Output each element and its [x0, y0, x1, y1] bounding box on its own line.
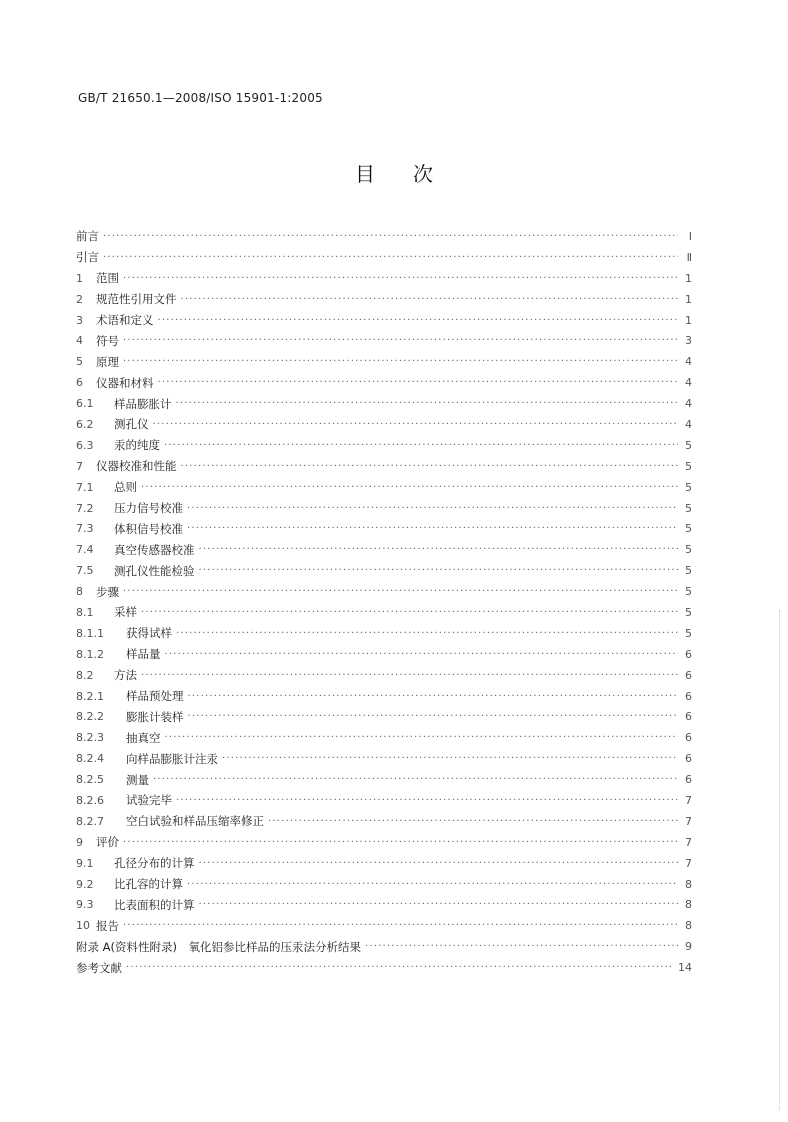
toc-entry-title: 比孔容的计算 [114, 877, 183, 892]
toc-entry-number: 9.3 [76, 898, 94, 912]
toc-entry-title: 体积信号校准 [114, 521, 183, 536]
toc-entry[interactable] [76, 623, 692, 644]
toc-leader-dots [153, 419, 679, 430]
toc-entry-number: 8.2.1 [76, 689, 104, 703]
toc-entry-number: 5 [76, 355, 83, 369]
toc-entry-number: 6.1 [76, 397, 94, 411]
toc-entry[interactable] [76, 874, 692, 895]
toc-leader-dots [222, 753, 678, 764]
toc-leader-dots [365, 941, 678, 952]
toc-entry-number: 8.2.2 [76, 710, 104, 724]
toc-entry-title: 试验完毕 [126, 793, 172, 808]
toc-leader-dots [268, 816, 678, 827]
toc-entry-title: 测孔仪 [114, 417, 149, 432]
toc-entry-page: 6 [685, 773, 692, 787]
toc-entry[interactable] [76, 330, 692, 351]
toc-leader-dots [164, 440, 678, 451]
toc-entry-number: 6 [76, 376, 83, 390]
toc-entry-title: 报告 [96, 918, 119, 933]
toc-entry-title: 抽真空 [126, 730, 161, 745]
toc-entry-number: 6.2 [76, 417, 94, 431]
toc-leader-dots [123, 837, 678, 848]
toc-entry-page: 6 [685, 710, 692, 724]
toc-leader-dots [188, 691, 679, 702]
toc-entry-page: 5 [685, 585, 692, 599]
toc-leader-dots [158, 315, 679, 326]
toc-entry[interactable] [76, 498, 692, 519]
toc-entry-title: 符号 [96, 333, 119, 348]
toc-entry-page: Ⅱ [686, 250, 692, 264]
toc-entry-title: 比表面积的计算 [114, 897, 195, 912]
toc-leader-dots [176, 795, 678, 806]
toc-entry[interactable] [76, 477, 692, 498]
toc-leader-dots [141, 482, 678, 493]
toc-entry[interactable] [76, 351, 692, 372]
toc-entry-title: 前言 [76, 229, 99, 244]
toc-entry-title: 汞的纯度 [114, 438, 160, 453]
toc-entry-title: 参考文献 [76, 960, 122, 975]
toc-entry-title: 孔径分布的计算 [114, 856, 195, 871]
toc-entry-page: 8 [685, 877, 692, 891]
toc-entry[interactable] [76, 748, 692, 769]
toc-entry-title: 步骤 [96, 584, 119, 599]
toc-entry[interactable] [76, 539, 692, 560]
toc-entry-number: 7.2 [76, 501, 94, 515]
toc-entry-page: 4 [685, 397, 692, 411]
toc-entry-title: 附录 A(资料性附录) 氧化铝参比样品的压汞法分析结果 [76, 939, 361, 954]
toc-entry-title: 术语和定义 [96, 313, 154, 327]
toc-entry[interactable] [76, 247, 692, 268]
toc-entry-number: 8.2.3 [76, 731, 104, 745]
toc-entry-page: 6 [685, 668, 692, 682]
toc-entry-number: 7.3 [76, 522, 94, 536]
toc-entry[interactable] [76, 811, 692, 832]
toc-leader-dots [176, 628, 678, 639]
toc-entry-page: 5 [685, 543, 692, 557]
toc-leader-dots [176, 398, 679, 409]
toc-entry[interactable] [76, 665, 692, 686]
toc-entry-page: 5 [685, 459, 692, 473]
scan-edge-artifact [778, 610, 780, 1110]
toc-entry-page: Ⅰ [688, 229, 692, 243]
toc-entry-number: 7.1 [76, 480, 94, 494]
toc-entry[interactable] [76, 456, 692, 477]
toc-entry-number: 8.2.6 [76, 793, 104, 807]
toc-leader-dots [141, 607, 678, 618]
toc-entry-page: 6 [685, 731, 692, 745]
toc-entry-title: 引言 [76, 250, 99, 265]
toc-entry[interactable] [76, 435, 692, 456]
toc-entry[interactable] [76, 268, 692, 289]
toc-leader-dots [199, 565, 679, 576]
toc-entry-number: 8.1.2 [76, 647, 104, 661]
toc-entry-references[interactable] [76, 957, 692, 978]
toc-entry-page: 6 [685, 647, 692, 661]
toc-entry-number: 7.5 [76, 564, 94, 578]
toc-entry-number: 8.1 [76, 605, 94, 619]
toc-entry-page: 7 [685, 793, 692, 807]
toc-leader-dots [141, 670, 678, 681]
toc-entry-title: 测量 [126, 772, 149, 787]
toc-entry-title: 规范性引用文件 [96, 292, 177, 307]
toc-leader-dots [199, 899, 679, 910]
toc-entry-page: 8 [685, 898, 692, 912]
toc-entry-page: 8 [685, 919, 692, 933]
toc-leader-dots [123, 920, 678, 931]
toc-entry-page: 5 [685, 480, 692, 494]
toc-leader-dots [123, 335, 678, 346]
toc-leader-dots [181, 294, 679, 305]
toc-entry[interactable] [76, 853, 692, 874]
toc-entry-number: 8 [76, 585, 83, 599]
toc-entry-title: 样品预处理 [126, 689, 184, 704]
toc-entry-number: 6.3 [76, 438, 94, 452]
toc-entry-page: 1 [685, 313, 692, 327]
toc-entry-title: 总则 [114, 480, 137, 495]
toc-leader-dots [181, 461, 679, 472]
toc-entry-number: 8.2.5 [76, 773, 104, 787]
toc-entry-page: 5 [685, 605, 692, 619]
toc-entry-title: 压力信号校准 [114, 501, 183, 516]
toc-entry-page: 1 [685, 292, 692, 306]
toc-entry-title: 膨胀计装样 [126, 709, 184, 724]
toc-leader-dots [103, 231, 678, 242]
toc-entry[interactable] [76, 790, 692, 811]
toc-entry[interactable] [76, 226, 692, 247]
standard-code: GB/T 21650.1—2008/ISO 15901-1:2005 [78, 91, 323, 105]
toc-entry[interactable] [76, 518, 692, 539]
toc-entry-title: 样品量 [126, 647, 161, 662]
toc-entry[interactable] [76, 310, 692, 331]
toc-entry-title: 采样 [114, 605, 137, 620]
toc-entry-title: 仪器校准和性能 [96, 459, 177, 474]
toc-entry-page: 5 [685, 522, 692, 536]
toc-entry-number: 1 [76, 271, 83, 285]
toc-entry-number: 2 [76, 292, 83, 306]
toc-entry-page: 4 [685, 376, 692, 390]
toc-leader-dots [126, 962, 674, 973]
toc-entry-page: 4 [685, 355, 692, 369]
toc-entry-number: 7 [76, 459, 83, 473]
toc-entry-page: 3 [685, 334, 692, 348]
toc-entry-page: 14 [678, 961, 692, 975]
toc-entry-title: 空白试验和样品压缩率修正 [126, 814, 264, 829]
toc-entry-title: 范围 [96, 271, 119, 286]
toc-entry-title: 评价 [96, 835, 119, 850]
toc-leader-dots [187, 879, 678, 890]
table-of-contents [76, 226, 692, 978]
toc-entry-page: 4 [685, 417, 692, 431]
toc-entry[interactable] [76, 915, 692, 936]
toc-entry-page: 5 [685, 626, 692, 640]
toc-leader-dots [123, 273, 678, 284]
toc-leader-dots [153, 774, 678, 785]
toc-entry[interactable] [76, 686, 692, 707]
toc-leader-dots [158, 377, 679, 388]
toc-entry[interactable] [76, 289, 692, 310]
toc-entry-number: 8.1.1 [76, 626, 104, 640]
toc-entry-number: 3 [76, 313, 83, 327]
toc-entry[interactable] [76, 560, 692, 581]
toc-entry[interactable] [76, 602, 692, 623]
toc-leader-dots [103, 252, 678, 263]
toc-entry-page: 6 [685, 689, 692, 703]
toc-entry[interactable] [76, 581, 692, 602]
toc-leader-dots [123, 586, 678, 597]
toc-entry[interactable] [76, 644, 692, 665]
toc-leader-dots [199, 858, 679, 869]
toc-entry-page: 7 [685, 814, 692, 828]
toc-entry-number: 8.2.7 [76, 814, 104, 828]
toc-leader-dots [187, 503, 678, 514]
toc-leader-dots [165, 649, 679, 660]
toc-entry-number: 9.1 [76, 856, 94, 870]
toc-entry-title: 获得试样 [126, 626, 172, 641]
toc-leader-dots [188, 711, 679, 722]
toc-entry-number: 9.2 [76, 877, 94, 891]
toc-entry-number: 9 [76, 835, 83, 849]
toc-title: 目次 [355, 162, 471, 186]
toc-entry-page: 7 [685, 835, 692, 849]
toc-entry-page: 5 [685, 438, 692, 452]
toc-entry[interactable] [76, 727, 692, 748]
toc-entry-page: 7 [685, 856, 692, 870]
toc-entry-number: 8.2.4 [76, 752, 104, 766]
toc-entry[interactable] [76, 769, 692, 790]
toc-leader-dots [199, 544, 679, 555]
toc-entry[interactable] [76, 414, 692, 435]
toc-entry[interactable] [76, 372, 692, 393]
toc-leader-dots [187, 523, 678, 534]
toc-entry-page: 9 [685, 940, 692, 954]
toc-entry-page: 1 [685, 271, 692, 285]
toc-leader-dots [165, 732, 679, 743]
toc-leader-dots [123, 356, 678, 367]
toc-entry[interactable] [76, 393, 692, 414]
toc-entry-title: 仪器和材料 [96, 375, 154, 390]
toc-entry-appendix[interactable] [76, 936, 692, 957]
toc-entry-page: 5 [685, 564, 692, 578]
toc-entry-page: 5 [685, 501, 692, 515]
toc-entry-title: 真空传感器校准 [114, 542, 195, 557]
toc-entry[interactable] [76, 706, 692, 727]
toc-entry[interactable] [76, 895, 692, 916]
toc-entry-number: 10 [76, 919, 90, 933]
toc-entry-number: 8.2 [76, 668, 94, 682]
toc-entry[interactable] [76, 832, 692, 853]
toc-entry-title: 向样品膨胀计注汞 [126, 751, 218, 766]
toc-entry-title: 测孔仪性能检验 [114, 563, 195, 578]
toc-entry-title: 原理 [96, 354, 119, 369]
toc-entry-title: 方法 [114, 668, 137, 683]
toc-entry-number: 7.4 [76, 543, 94, 557]
toc-entry-page: 6 [685, 752, 692, 766]
toc-entry-title: 样品膨胀计 [114, 396, 172, 411]
toc-entry-number: 4 [76, 334, 83, 348]
